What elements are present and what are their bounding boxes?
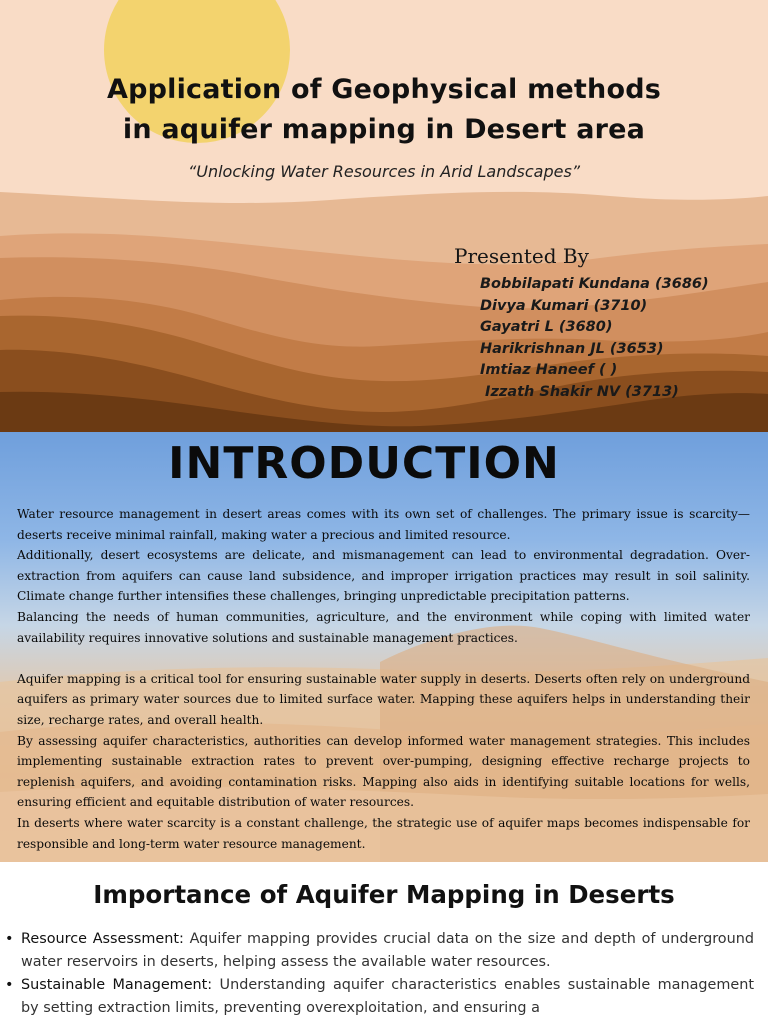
presentation-title <box>0 70 768 150</box>
title-line-2: in aquifer mapping in Desert area <box>122 114 646 145</box>
presenter-name: Harikrishnan JL (3653) <box>480 340 664 357</box>
item-text: Understanding aquifer characteristics enables sustainable management by setting extraction limits, preventing overexploitation, and ensuring a <box>21 977 755 1016</box>
importance-section <box>0 862 768 1024</box>
intro-paragraph: Balancing the needs of human communities, agriculture, and the environment while coping with limited water availability requires innovative solutions and sustainable management practices. <box>17 609 750 645</box>
introduction-section <box>0 432 768 862</box>
item-term: Sustainable Management: <box>21 977 213 993</box>
intro-paragraph: In deserts where water scarcity is a constant challenge, the strategic use of aquifer maps becomes indispensable for responsible and long-term water resource management. <box>17 815 750 851</box>
presenter-name: Imtiaz Haneef ( ) <box>480 362 618 379</box>
importance-heading: Importance of Aquifer Mapping in Deserts <box>93 880 675 909</box>
presenter-list <box>480 274 709 404</box>
presenter-name: Divya Kumari (3710) <box>480 297 648 314</box>
presenter-name: Gayatri L (3680) <box>480 319 613 336</box>
importance-list <box>5 928 755 1020</box>
intro-paragraph: Additionally, desert ecosystems are delicate, and mismanagement can lead to environmental degradation. Over-extraction from aquifers can cause land subsidence, and improper irrigation practices may result in soil salinity. Climate change further intensifies these challenges, bringing unpredictable precipitation patterns. <box>17 548 750 604</box>
item-text: Aquifer mapping provides crucial data on the size and depth of underground water reservoirs in deserts, helping assess the available water resources. <box>21 931 754 970</box>
list-item <box>5 928 754 974</box>
bullet-icon: • <box>5 931 14 947</box>
title-line-1: Application of Geophysical methods <box>106 74 661 105</box>
introduction-body <box>17 504 750 854</box>
bullet-icon: • <box>5 977 14 993</box>
list-item <box>5 974 755 1020</box>
item-term: Resource Assessment: <box>21 931 184 947</box>
intro-paragraph: By assessing aquifer characteristics, authorities can develop informed water management strategies. This includes implementing sustainable extraction rates to prevent over-pumping, designing effective recharge projects to replenish aquifers, and avoiding contamination risks. Mapping also aids in identifying suitable locations for wells, ensuring efficient and equitable distribution of water resources. <box>17 733 750 810</box>
intro-paragraph: Aquifer mapping is a critical tool for ensuring sustainable water supply in deserts. Deserts often rely on underground aquifers as primary water sources due to limited surface water. Mapping these aquifers helps in understanding their size, recharge rates, and overall health. <box>17 671 750 727</box>
introduction-heading: INTRODUCTION <box>168 438 560 489</box>
presenter-name: Bobbilapati Kundana (3686) <box>480 276 709 292</box>
cover-section <box>0 0 768 432</box>
presenter-name: Izzath Shakir NV (3713) <box>480 383 679 400</box>
intro-paragraph: Water resource management in desert areas comes with its own set of challenges. The primary issue is scarcity—deserts receive minimal rainfall, making water a precious and limited resource. <box>17 507 750 542</box>
presentation-subtitle: “Unlocking Water Resources in Arid Landscapes” <box>187 162 581 181</box>
presented-by-label: Presented By <box>454 244 589 268</box>
